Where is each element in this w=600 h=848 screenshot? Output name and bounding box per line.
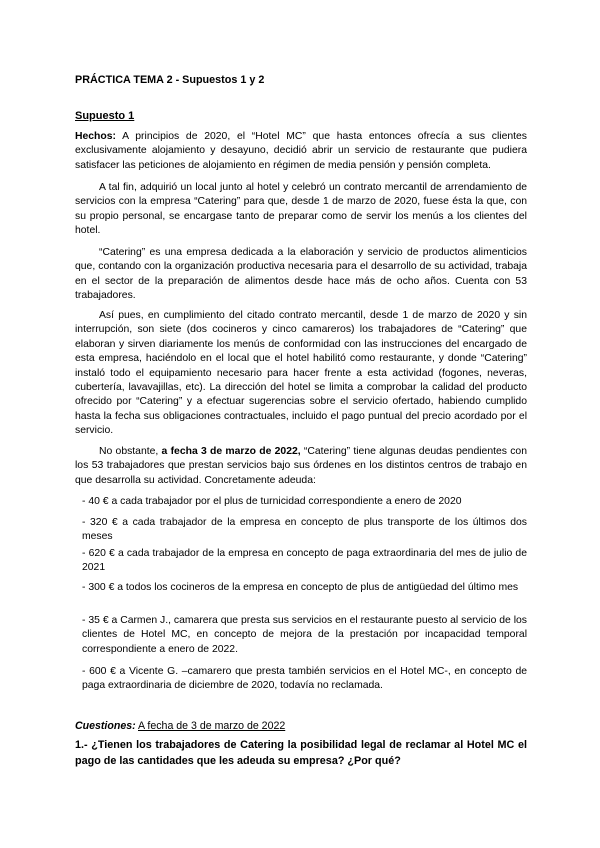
question-1: 1.- ¿Tienen los trabajadores de Catering la posibilidad legal de reclamar al Hotel MC el pago de las cantidades que les adeuda su empresa? ¿Por qué? [75,739,527,767]
supuesto-heading: Supuesto 1 [75,110,135,122]
hechos-text: A principios de 2020, el “Hotel MC” que hasta entonces ofrecía a sus clientes exclusivamente alojamiento y desayuno, decidió abrir un servicio de restaurante que pudiera satisfacer las peticiones de alojamiento en régimen de media pensión y pensión completa. [75,131,527,171]
debt-item-2: - 320 € a cada trabajador de la empresa en concepto de plus transporte de los últimos dos meses [82,517,527,543]
debt-item-1: - 40 € a cada trabajador por el plus de turnicidad correspondiente a enero de 2020 [82,496,462,507]
paragraph-5-date: a fecha 3 de marzo de 2022, [161,446,301,457]
cuestiones-date: A fecha de 3 de marzo de 2022 [138,720,286,732]
cuestiones-heading [75,720,285,732]
debt-item-6: - 600 € a Vicente G. –camarero que presta también servicios en el Hotel MC-, en concepto de paga extraordinaria de diciembre de 2020, todavía no reclamada. [82,666,527,692]
paragraph-5-pre: No obstante, [99,446,162,457]
paragraph-3: “Catering” es una empresa dedicada a la elaboración y servicio de productos alimenticios que, contando con la organización productiva necesaria para el desarrollo de su actividad, trabaja en el sector de la preparación de alimentos desde hace más de ocho años. Cuenta con 53 trabajadores. [75,247,527,302]
paragraph-5 [75,445,527,488]
paragraph-2: A tal fin, adquirió un local junto al hotel y celebró un contrato mercantil de arrendamiento de servicios con la empresa “Catering” para que, desde 1 de marzo de 2020, fuese ésta la que, con su propio personal, se encargase tanto de preparar como de servir los menús a los clientes del hotel. [75,182,527,237]
debt-item-4: - 300 € a todos los cocineros de la empresa en concepto de plus de antigüedad del último mes [82,582,519,593]
paragraph-5-post: “Catering” tiene algunas deudas pendientes con los 53 trabajadores que prestan servicios bajo sus órdenes en los distintos centros de trabajo en que desarrolla su actividad. Concretamente adeuda: [75,446,527,486]
hechos-paragraph [75,130,527,173]
document-title: PRÁCTICA TEMA 2 - Supuestos 1 y 2 [75,74,265,86]
cuestiones-label: Cuestiones: [75,720,136,732]
debt-item-3: - 620 € a cada trabajador de la empresa en concepto de paga extraordinaria del mes de julio de 2021 [82,548,527,574]
hechos-label: Hechos: [75,131,116,142]
paragraph-4: Así pues, en cumplimiento del citado contrato mercantil, desde 1 de marzo de 2020 y sin interrupción, son siete (dos cocineros y cinco camareros) los trabajadores de “Catering” que elaboran y sirven diariamente los menús de conformidad con las instrucciones del encargado de esta empresa, haciéndolo en el local que el hotel habilitó como restaurante, y donde “Catering” instaló todo el equipamiento necesario para hacer frente a esta actividad (fogones, neveras, cubertería, lavavajillas, etc). La dirección del hotel se limita a comprobar la calidad del producto ofrecido por “Catering” y a efectuar sugerencias sobre el servicio ofertado, habiendo cumplido hasta la fecha sus obligaciones contractuales, incluido el pago puntual del precio acordado por el servicio. [75,310,527,437]
debt-item-5: - 35 € a Carmen J., camarera que presta sus servicios en el restaurante puesto al servicio de los clientes de Hotel MC, en concepto de mejora de la prestación por incapacidad temporal correspondiente a enero de 2022. [82,615,527,655]
